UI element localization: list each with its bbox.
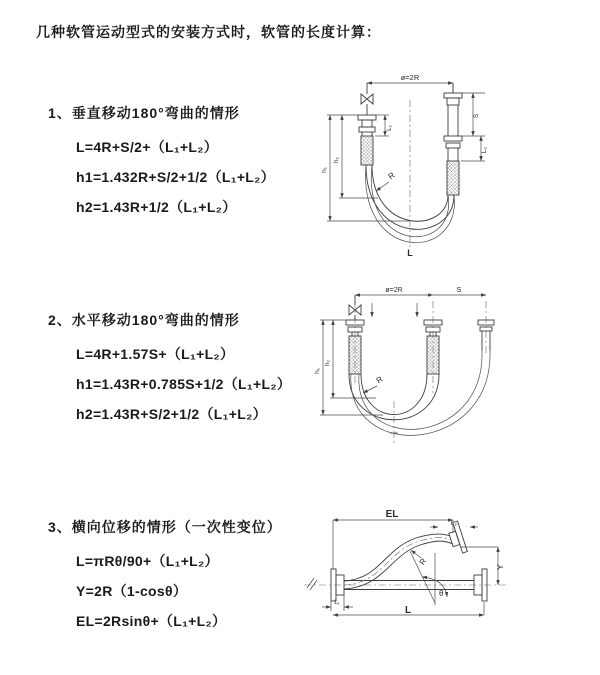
dim-label-s: S: [456, 287, 462, 294]
dim-label-diameter: ø=2R: [400, 73, 420, 82]
right-flange-fitting: [444, 83, 462, 161]
section-vertical-movement: [48, 103, 275, 222]
dim-label-el: EL: [385, 509, 399, 520]
dimension-l1: [375, 115, 393, 136]
dim-label-l2: L₂: [481, 146, 488, 154]
horizontal-180-bend-diagram: [308, 283, 600, 463]
braided-hose-section: [427, 336, 439, 374]
formula-line: h2=1.43R+S/2+1/2（L₁+L₂）: [76, 406, 267, 422]
radius-callout: [376, 170, 397, 191]
formula-line: L=πRθ/90+（L₁+L₂）: [76, 553, 219, 569]
dim-label-l: L: [407, 248, 413, 258]
braided-hose-section: [361, 136, 373, 165]
pipe-break-mark: [307, 578, 317, 590]
dim-label-diameter: ø=2R: [385, 287, 403, 294]
braided-hose-section: [447, 161, 459, 195]
dimension-h1: [314, 320, 383, 415]
dimension-l2: [430, 520, 478, 527]
page-title: 几种软管运动型式的安装方式时，软管的长度计算：: [36, 24, 381, 40]
section-horizontal-movement: [48, 310, 291, 429]
dim-label-l2: L₂: [450, 520, 458, 527]
dim-label-r: R: [374, 374, 385, 386]
formula-line: Y=2R（1-cosθ）: [76, 583, 188, 599]
formula-line: EL=2Rsinθ+（L₁+L₂）: [76, 613, 227, 629]
dimension-y: [460, 547, 505, 585]
section-heading: 1、垂直移动180°弯曲的情形: [48, 105, 240, 121]
dim-label-r: R: [417, 556, 429, 567]
dimension-s: [462, 93, 485, 136]
section-heading: 3、横向位移的情形（一次性变位）: [48, 519, 282, 535]
braided-hose-section: [349, 336, 361, 374]
dim-label-r: R: [386, 170, 397, 182]
formula-list: [76, 339, 291, 429]
dim-label-l1: L₁: [334, 600, 340, 606]
dim-label-h2: h₂: [333, 156, 340, 164]
formula-line: h1=1.43R+0.785S+1/2（L₁+L₂）: [76, 376, 292, 392]
section-heading: 2、水平移动180°弯曲的情形: [48, 312, 240, 328]
dimension-l2: [461, 136, 488, 161]
dim-label-l1: L₁: [386, 125, 393, 131]
left-flange-fitting: [358, 115, 376, 136]
dim-label-h1: h₁: [314, 368, 321, 374]
angle-theta: [410, 551, 447, 605]
hose-u-bend: [349, 351, 490, 435]
dimension-diameter-2r: [355, 287, 433, 295]
dim-label-theta: θ: [439, 589, 444, 598]
vertical-180-bend-diagram: [315, 70, 585, 260]
dimension-l: [333, 602, 484, 616]
dim-label-l: L: [404, 605, 412, 616]
lateral-displacement-diagram: [298, 503, 600, 648]
formula-line: h2=1.43R+1/2（L₁+L₂）: [76, 199, 237, 215]
dim-label-y: Y: [495, 564, 505, 570]
section-lateral-displacement: [48, 517, 282, 636]
dim-label-h1: h₁: [321, 167, 328, 173]
formula-list: [76, 132, 275, 222]
formula-line: L=4R+1.57S+（L₁+L₂）: [76, 346, 235, 362]
dimension-diameter-2r: [367, 73, 453, 91]
dim-label-s: S: [473, 113, 480, 119]
formula-line: L=4R+S/2+（L₁+L₂）: [76, 139, 219, 155]
radius-callout: [363, 374, 385, 393]
valve-icon: [361, 83, 373, 115]
dimension-s: [433, 287, 486, 295]
formula-line: h1=1.432R+S/2+1/2（L₁+L₂）: [76, 169, 275, 185]
dim-label-h2: h₂: [324, 359, 331, 367]
formula-list: [76, 546, 282, 636]
dimension-l1: [322, 595, 353, 611]
